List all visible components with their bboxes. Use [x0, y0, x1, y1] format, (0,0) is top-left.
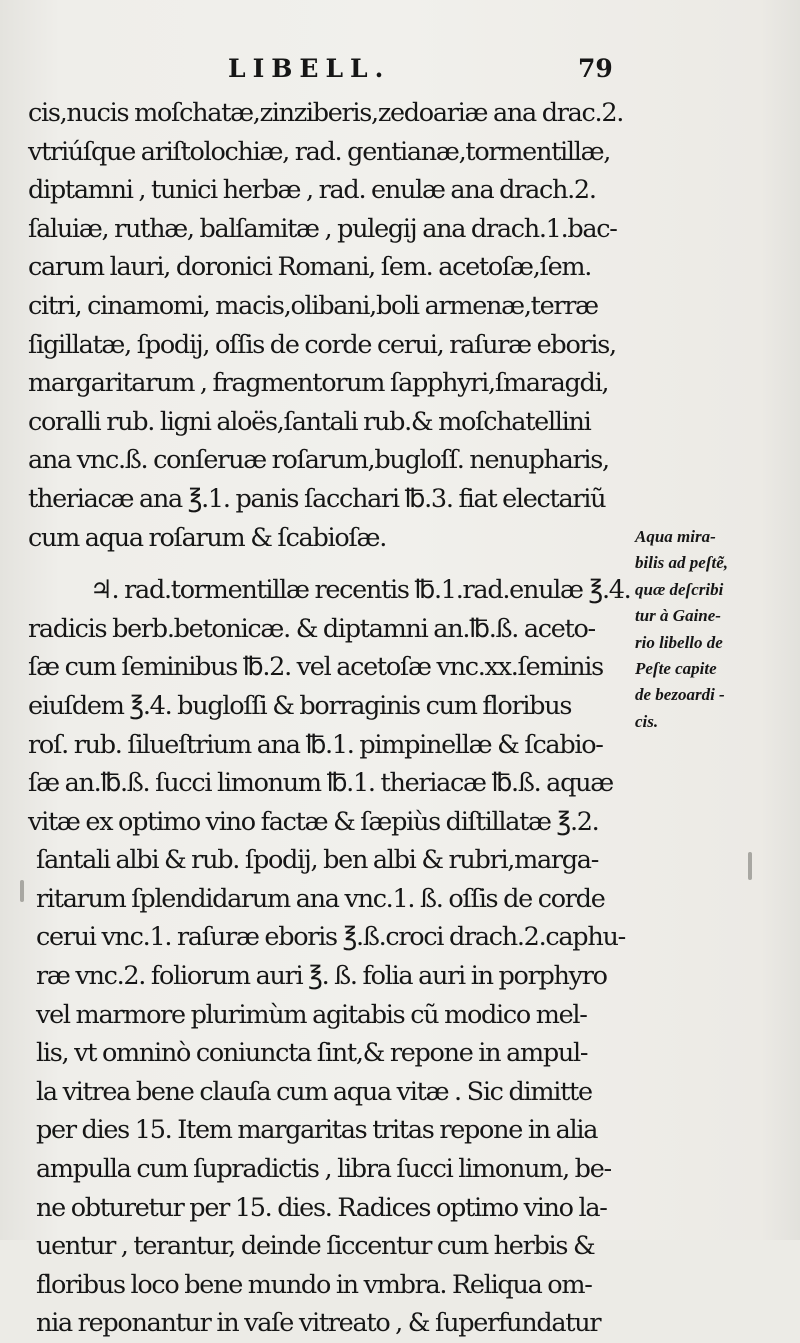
- recipe-line: per dies 15. Item margaritas tritas repone in alia: [36, 1115, 598, 1146]
- recipe-line: la vitrea bene clauſa cum aqua vitæ . Sic dimitte: [36, 1076, 592, 1107]
- marginal-note-line: Peſte capite: [635, 658, 717, 678]
- recipe-line: nia reponantur in vaſe vitreato , & ſuperfundatur: [36, 1308, 601, 1339]
- recipe-line: ne obturetur per 15. dies. Radices optimo vino la-: [36, 1192, 607, 1223]
- marginal-note-line: de bezoardi -: [635, 685, 725, 705]
- recipe-line: lis, vt omninò coniuncta ſint,& repone in ampul-: [36, 1038, 588, 1069]
- recipe-line: vel marmore plurimùm agitabis cũ modico mel-: [36, 999, 587, 1030]
- marginal-note-line: bilis ad peſtẽ,: [635, 553, 729, 573]
- text-line: margaritarum , fragmentorum ſapphyri,ſmaragdi,: [28, 368, 609, 399]
- ink-blot: [20, 880, 24, 902]
- text-line: cis,nucis moſchatæ,zinziberis,zedoariæ ana drac.2.: [28, 98, 624, 128]
- recipe-line: cerui vnc.1. raſuræ eboris ℥.ß.croci drach.2.caphu-: [36, 922, 625, 953]
- recipe-line: roſ. rub. ſilueſtrium ana ℔.1. pimpinellæ & ſcabio-: [28, 729, 603, 760]
- recipe-line: vitæ ex optimo vino factæ & ſæpiùs diſtillatæ ℥.2.: [28, 806, 599, 837]
- recipe-line: eiuſdem ℥.4. bugloſſi & borraginis cum floribus: [28, 690, 572, 721]
- text-line: diptamni , tunici herbæ , rad. enulæ ana drach.2.: [28, 175, 596, 206]
- text-line: citri, cinamomi, macis,olibani,boli armenæ,terræ: [28, 290, 598, 321]
- text-line: ana vnc.ß. conſeruæ roſarum,bugloſſ. nenupharis,: [28, 445, 609, 476]
- recipe-line: ſantali albi & rub. ſpodij, ben albi & rubri,marga-: [36, 845, 599, 876]
- recipe-line: radicis berb.betonicæ. & diptamni an.℔.ß. aceto-: [28, 613, 595, 644]
- marginal-note-line: tur à Gaine-: [635, 606, 721, 626]
- marginal-note-line: Aqua mira-: [635, 527, 716, 546]
- page-number: 79: [578, 54, 613, 83]
- page-header: [0, 54, 800, 94]
- recipe-line: ſæ an.℔.ß. ſucci limonum ℔.1. theriacæ ℔.ß. aquæ: [28, 768, 613, 799]
- text-line: carum lauri, doronici Romani, ſem. acetoſæ,ſem.: [28, 252, 592, 283]
- recipe-line: ♃. rad.tormentillæ recentis ℔.1.rad.enulæ ℥.4.: [90, 575, 631, 606]
- recipe-line: ritarum ſplendidarum ana vnc.1. ß. oſſis de corde: [36, 883, 605, 914]
- recipe-line: uentur , terantur, deinde ſiccentur cum herbis &: [36, 1231, 595, 1262]
- recipe-line: floribus loco bene mundo in vmbra. Reliqua om-: [36, 1269, 592, 1300]
- marginal-note-line: cis.: [635, 711, 659, 731]
- recipe-line: ræ vnc.2. foliorum auri ℥. ß. folia auri in porphyro: [36, 961, 607, 992]
- recipe-line: ſæ cum ſeminibus ℔.2. vel acetoſæ vnc.xx.ſeminis: [28, 652, 603, 683]
- running-head: LIBELL.: [228, 54, 391, 83]
- text-line: coralli rub. ligni aloës,ſantali rub.& moſchatellini: [28, 406, 591, 437]
- text-line: ſaluiæ, ruthæ, balſamitæ , pulegij ana drach.1.bac-: [28, 213, 617, 244]
- text-line: vtriúſque ariſtolochiæ, rad. gentianæ,tormentillæ,: [28, 136, 611, 167]
- marginal-note-line: rio libello de: [635, 632, 723, 652]
- main-text-block: [28, 94, 640, 1343]
- paragraph-gap: [28, 557, 640, 571]
- marginal-note: [635, 524, 795, 735]
- ink-blot: [748, 852, 752, 880]
- text-line: ſigillatæ, ſpodij, oſſis de corde cerui, raſuræ eboris,: [28, 329, 616, 360]
- text-line: theriacæ ana ℥.1. panis ſacchari ℔.3. fiat electariũ: [28, 483, 606, 514]
- marginal-note-line: quæ deſcribi: [635, 579, 724, 599]
- recipe-line: ampulla cum ſupradictis , libra ſucci limonum, be-: [36, 1154, 611, 1185]
- text-line: cum aqua roſarum & ſcabioſæ.: [28, 522, 387, 553]
